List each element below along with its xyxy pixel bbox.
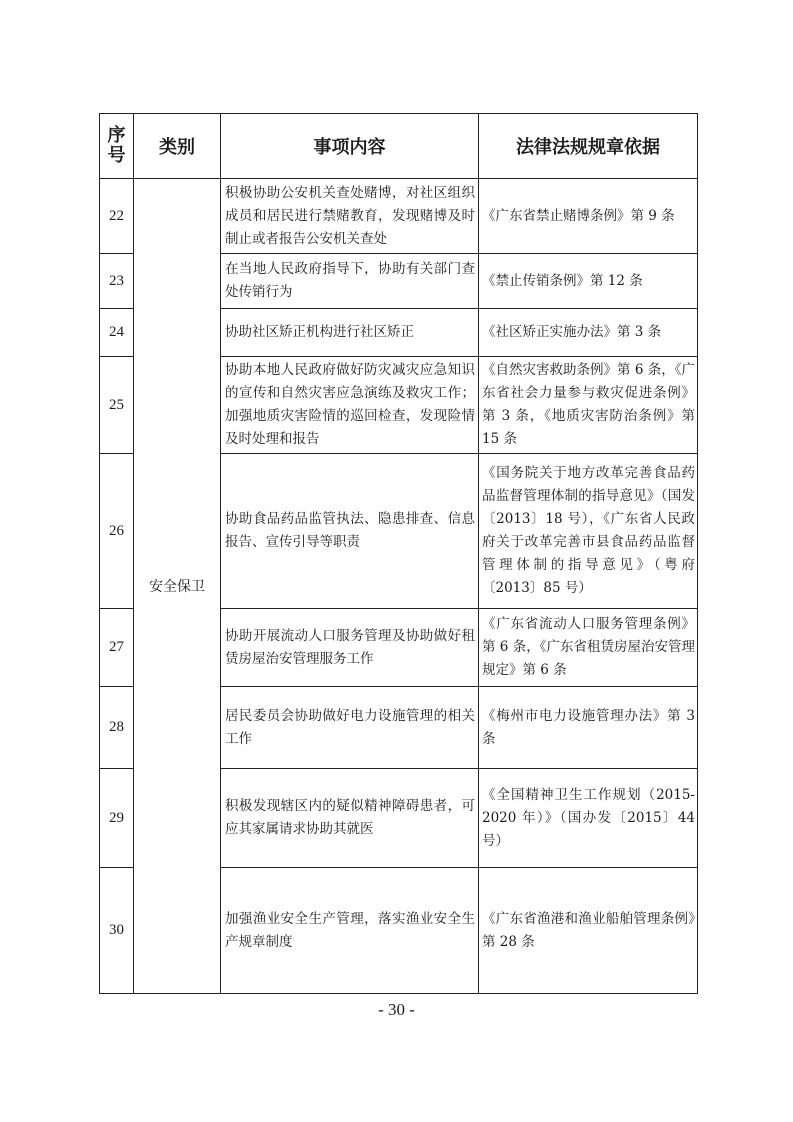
row-law: 《广东省渔港和渔业船舶管理条例》第 28 条 xyxy=(479,868,698,994)
row-seq: 22 xyxy=(100,179,134,254)
row-item: 协助社区矫正机构进行社区矫正 xyxy=(221,309,479,357)
header-item: 事项内容 xyxy=(221,114,479,179)
page-number: - 30 - xyxy=(378,1000,415,1019)
row-seq: 29 xyxy=(100,769,134,868)
table-header-row xyxy=(100,114,698,179)
row-law: 《禁止传销条例》第 12 条 xyxy=(479,254,698,309)
row-seq: 28 xyxy=(100,687,134,769)
row-item: 在当地人民政府指导下，协助有关部门查处传销行为 xyxy=(221,254,479,309)
row-seq: 27 xyxy=(100,609,134,687)
row-law: 《梅州市电力设施管理办法》第 3 条 xyxy=(479,687,698,769)
row-item: 居民委员会协助做好电力设施管理的相关工作 xyxy=(221,687,479,769)
row-seq: 25 xyxy=(100,357,134,454)
row-law: 《国务院关于地方改革完善食品药品监督管理体制的指导意见》（国发〔2013〕18 号），《广东省人民政府关于改革完善市县食品药品监督管理体制的指导意见》（粤府〔2013〕85 号） xyxy=(479,454,698,609)
row-item: 协助本地人民政府做好防灾减灾应急知识的宣传和自然灾害应急演练及救灾工作；加强地质灾害险情的巡回检查，发现险情及时处理和报告 xyxy=(221,357,479,454)
table-row xyxy=(100,179,698,254)
row-law: 《全国精神卫生工作规划（2015-2020 年）》（国办发〔2015〕44 号） xyxy=(479,769,698,868)
row-seq: 24 xyxy=(100,309,134,357)
regulation-table xyxy=(99,113,698,994)
row-item: 积极发现辖区内的疑似精神障碍患者，可应其家属请求协助其就医 xyxy=(221,769,479,868)
row-law: 《社区矫正实施办法》第 3 条 xyxy=(479,309,698,357)
header-law: 法律法规规章依据 xyxy=(479,114,698,179)
row-seq: 30 xyxy=(100,868,134,994)
row-law: 《广东省禁止赌博条例》第 9 条 xyxy=(479,179,698,254)
header-category: 类别 xyxy=(134,114,221,179)
row-seq: 23 xyxy=(100,254,134,309)
row-law: 《广东省流动人口服务管理条例》第 6 条，《广东省租赁房屋治安管理规定》第 6 条 xyxy=(479,609,698,687)
header-seq: 序号 xyxy=(100,114,134,179)
row-law: 《自然灾害救助条例》第 6 条，《广东省社会力量参与救灾促进条例》第 3 条，《地质灾害防治条例》第 15 条 xyxy=(479,357,698,454)
row-item: 加强渔业安全生产管理，落实渔业安全生产规章制度 xyxy=(221,868,479,994)
row-item: 积极协助公安机关查处赌博，对社区组织成员和居民进行禁赌教育，发现赌博及时制止或者报告公安机关查处 xyxy=(221,179,479,254)
row-item: 协助食品药品监管执法、隐患排查、信息报告、宣传引导等职责 xyxy=(221,454,479,609)
row-item: 协助开展流动人口服务管理及协助做好租赁房屋治安管理服务工作 xyxy=(221,609,479,687)
category-cell: 安全保卫 xyxy=(134,179,221,994)
row-seq: 26 xyxy=(100,454,134,609)
